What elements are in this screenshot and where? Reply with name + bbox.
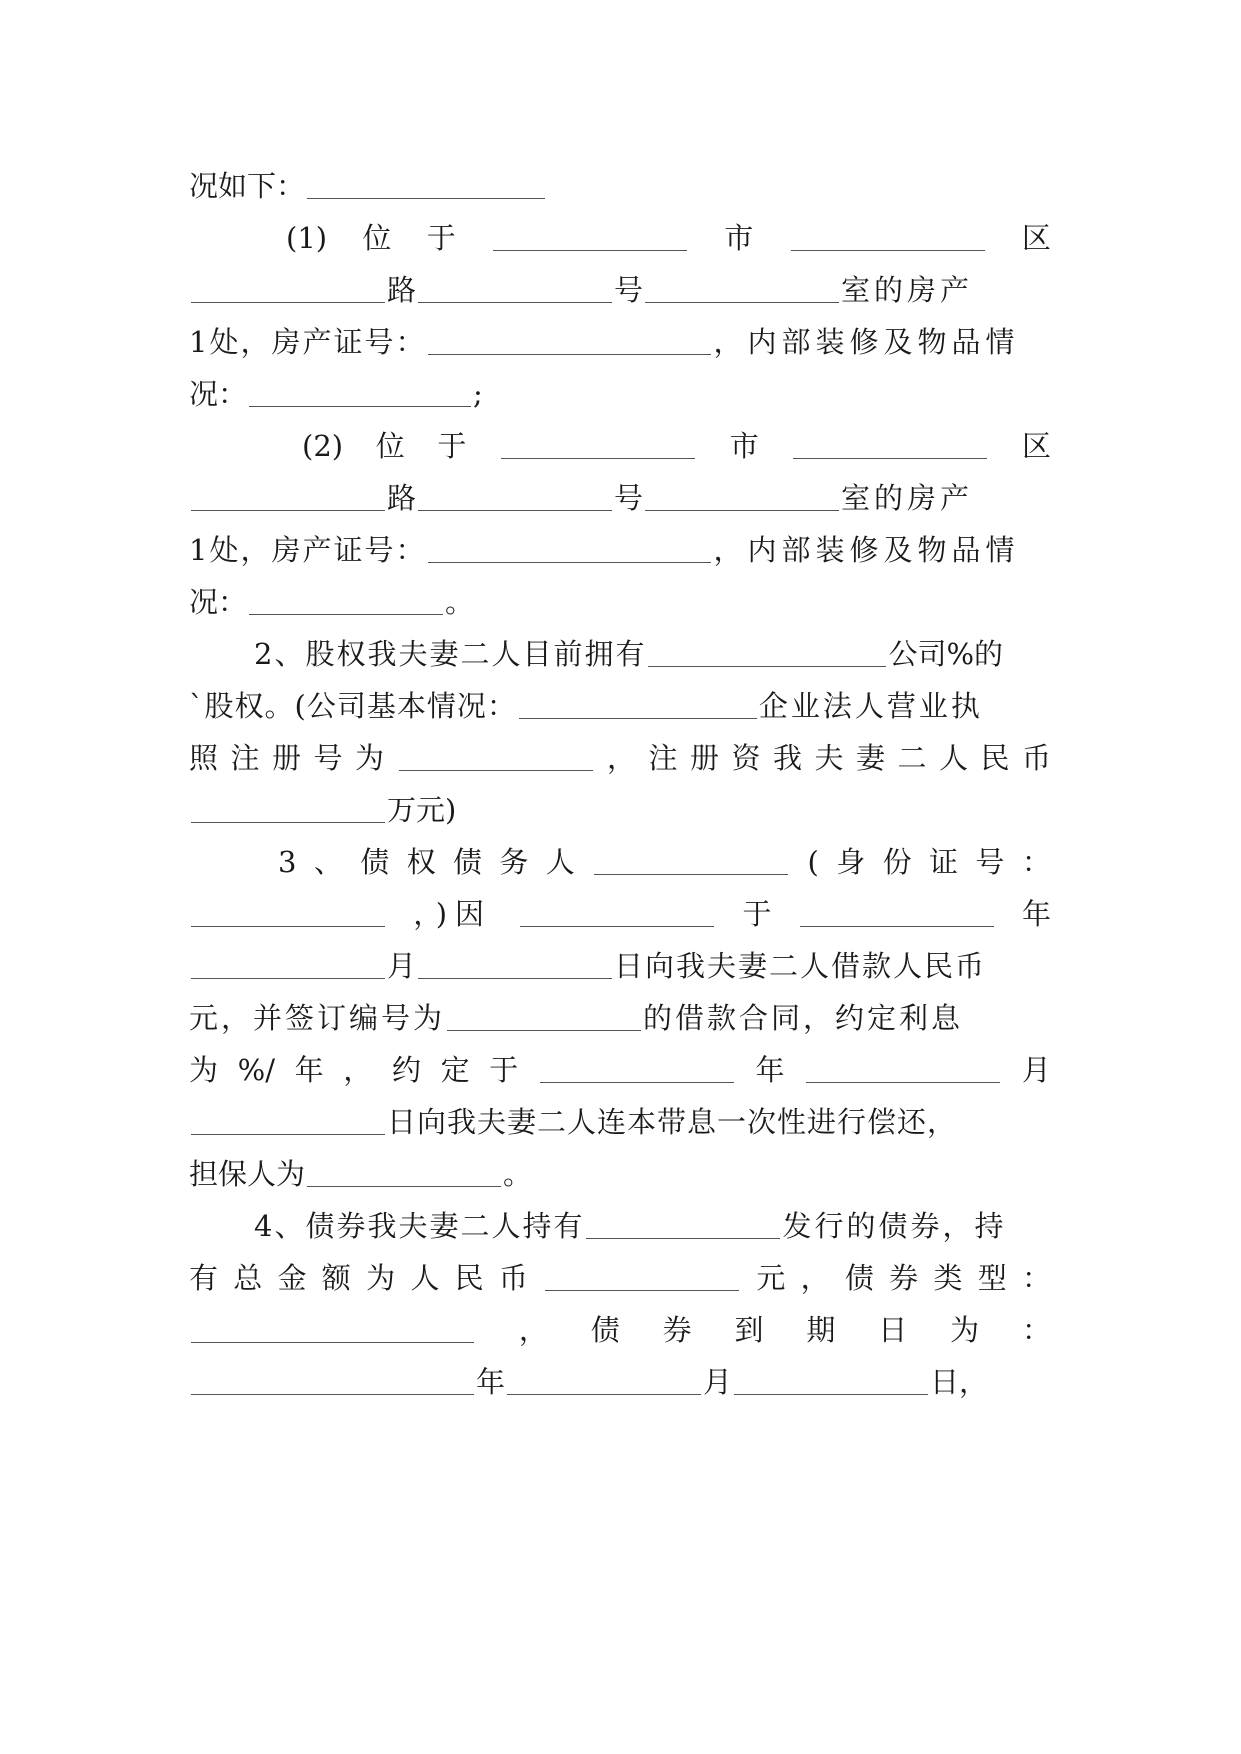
text: 路 [387, 481, 417, 515]
text: 人 [410, 1261, 440, 1295]
text: 2、股权我夫妻二人目前拥有 [254, 637, 647, 671]
blank-field[interactable] [191, 1314, 474, 1343]
text: 为 [366, 1261, 396, 1295]
text: 人 [938, 741, 968, 775]
text: 企业法人营业执 [758, 689, 983, 723]
text: ， [800, 1261, 830, 1295]
text: ，内部装修及物品情 [713, 325, 1020, 359]
blank-field[interactable] [191, 482, 385, 511]
text: 民 [454, 1261, 484, 1295]
text: 、 [313, 845, 343, 879]
text-line [189, 476, 1051, 520]
text: 室的房产 [841, 481, 974, 515]
text-line [189, 1100, 1051, 1144]
blank-field[interactable] [545, 1262, 739, 1291]
text: 册 [272, 741, 302, 775]
text: 二 [897, 741, 927, 775]
text-line [189, 1308, 1051, 1352]
text: 年 [1021, 897, 1051, 931]
text: 夫 [814, 741, 844, 775]
blank-field[interactable] [648, 638, 886, 667]
text: 发行的债券，持 [782, 1209, 1007, 1243]
text: 证 [929, 845, 959, 879]
blank-field[interactable] [191, 1106, 385, 1135]
text: 公司%的 [888, 637, 1004, 671]
text: 总 [233, 1261, 263, 1295]
text-line [189, 164, 1051, 208]
blank-field[interactable] [586, 1210, 780, 1239]
text-line [189, 1048, 1051, 1092]
text: ， [606, 741, 636, 775]
blank-field[interactable] [645, 482, 839, 511]
text: 担保人为 [189, 1157, 306, 1191]
text: 债 [590, 1313, 620, 1347]
text-line [189, 268, 1051, 312]
blank-field[interactable] [191, 950, 385, 979]
text-line [189, 944, 1051, 988]
blank-field[interactable] [540, 1054, 734, 1083]
text-line [189, 736, 1051, 780]
text: 于 [489, 1053, 519, 1087]
text: 份 [882, 845, 912, 879]
blank-field[interactable] [307, 1158, 501, 1187]
text: 券 [889, 1261, 919, 1295]
text: 金 [277, 1261, 307, 1295]
text-line [189, 892, 1051, 936]
text-line [189, 996, 1051, 1040]
text: 。 [445, 585, 475, 619]
blank-field[interactable] [399, 742, 593, 771]
text: 类 [933, 1261, 963, 1295]
text: 型 [977, 1261, 1007, 1295]
text-line [302, 424, 1051, 468]
text: (1) [286, 221, 328, 255]
text: 为 [355, 741, 385, 775]
blank-field[interactable] [519, 690, 757, 719]
text: 4、债券我夫妻二人持有 [254, 1209, 585, 1243]
text: (2) [302, 429, 344, 463]
blank-field[interactable] [191, 1366, 474, 1395]
text: ，内部装修及物品情 [713, 533, 1020, 567]
text: 民 [980, 741, 1010, 775]
text: 务 [499, 845, 529, 879]
text: ，)因 [413, 897, 493, 931]
text: 日 [878, 1313, 908, 1347]
text: 为 [950, 1313, 980, 1347]
text-line [254, 632, 1051, 676]
text-line [278, 840, 1051, 884]
blank-field[interactable] [734, 1366, 928, 1395]
blank-field[interactable] [447, 1002, 641, 1031]
text: 期 [806, 1313, 836, 1347]
text-line [189, 580, 1051, 624]
text: 号 [614, 273, 644, 307]
blank-field[interactable] [493, 222, 687, 251]
blank-field[interactable] [428, 534, 711, 563]
text: 万元) [387, 793, 457, 827]
text: 况： [189, 377, 248, 411]
text: 元，并签订编号为 [189, 1001, 446, 1035]
text: 注 [230, 741, 260, 775]
text: 区 [1021, 221, 1051, 255]
text-line [189, 1360, 1069, 1404]
text: 权 [406, 845, 436, 879]
text: 于 [742, 897, 772, 931]
text: 额 [321, 1261, 351, 1295]
text: 币 [498, 1261, 528, 1295]
text: 于 [426, 221, 456, 255]
text: ： [1021, 1261, 1051, 1295]
text: 路 [387, 273, 417, 307]
blank-field[interactable] [307, 170, 545, 199]
text-line [189, 1152, 1051, 1196]
text-line [189, 372, 1051, 416]
blank-field[interactable] [418, 274, 612, 303]
blank-field[interactable] [594, 846, 788, 875]
text: ， [518, 1313, 548, 1347]
text: 到 [734, 1313, 764, 1347]
blank-field[interactable] [501, 430, 695, 459]
text: 债 [453, 845, 483, 879]
blank-field[interactable] [418, 482, 612, 511]
blank-field[interactable] [191, 794, 385, 823]
text: 年 [294, 1053, 324, 1087]
text: 币 [1021, 741, 1051, 775]
blank-field[interactable] [793, 430, 987, 459]
text: ： [1021, 845, 1051, 879]
text: 券 [662, 1313, 692, 1347]
text-line [189, 1256, 1051, 1300]
text: 身 [836, 845, 866, 879]
blank-field[interactable] [806, 1054, 1000, 1083]
text: 日， [930, 1365, 989, 1399]
blank-field[interactable] [645, 274, 839, 303]
text: 册 [689, 741, 719, 775]
text: 位 [362, 221, 392, 255]
text: 区 [1021, 429, 1051, 463]
text: 号 [313, 741, 343, 775]
text: 约 [391, 1053, 421, 1087]
text: ， [343, 1053, 373, 1087]
text: `股权。(公司基本情况： [189, 689, 517, 723]
blank-field[interactable] [249, 378, 471, 407]
text: ; [473, 377, 483, 411]
blank-field[interactable] [249, 586, 443, 615]
text: 室的房产 [841, 273, 974, 307]
text: ： [1021, 1313, 1051, 1347]
text: 月 [703, 1365, 733, 1399]
text: 的借款合同，约定利息 [643, 1001, 964, 1035]
blank-field[interactable] [191, 274, 385, 303]
text-line [286, 216, 1051, 260]
blank-field[interactable] [191, 898, 385, 927]
text-line [189, 320, 1051, 364]
text: 妻 [855, 741, 885, 775]
text-line [189, 684, 1051, 728]
text: 元 [756, 1261, 786, 1295]
text: 日向我夫妻二人借款人民币 [614, 949, 987, 983]
blank-field[interactable] [428, 326, 711, 355]
text: 月 [1021, 1053, 1051, 1087]
text: 注 [648, 741, 678, 775]
blank-field[interactable] [418, 950, 612, 979]
text: 号 [614, 481, 644, 515]
text: 市 [729, 429, 759, 463]
text: 位 [375, 429, 405, 463]
text: 1处，房产证号： [189, 325, 427, 359]
text: 。 [503, 1157, 533, 1191]
blank-field[interactable] [520, 898, 714, 927]
text: ( [807, 845, 819, 879]
text: 况： [189, 585, 248, 619]
text: 于 [437, 429, 467, 463]
text-line [254, 1204, 1051, 1248]
text: 有 [189, 1261, 219, 1295]
text: 年 [476, 1365, 506, 1399]
blank-field[interactable] [800, 898, 994, 927]
text: 资 [731, 741, 761, 775]
text: 债 [844, 1261, 874, 1295]
text: 3 [278, 845, 297, 879]
text: 债 [360, 845, 390, 879]
text: 1处，房产证号： [189, 533, 427, 567]
text: 为 [189, 1053, 219, 1087]
text-line [189, 528, 1051, 572]
text: 市 [724, 221, 754, 255]
text: 人 [545, 845, 575, 879]
text-line [189, 788, 1051, 832]
text: 号 [975, 845, 1005, 879]
text: %/ [237, 1053, 275, 1087]
blank-field[interactable] [507, 1366, 701, 1395]
text: 况如下： [189, 169, 306, 203]
text: 照 [189, 741, 219, 775]
text: 定 [440, 1053, 470, 1087]
blank-field[interactable] [791, 222, 985, 251]
text: 月 [387, 949, 417, 983]
text: 年 [755, 1053, 785, 1087]
text: 日向我夫妻二人连本带息一次性进行偿还， [387, 1105, 958, 1139]
text: 我 [772, 741, 802, 775]
